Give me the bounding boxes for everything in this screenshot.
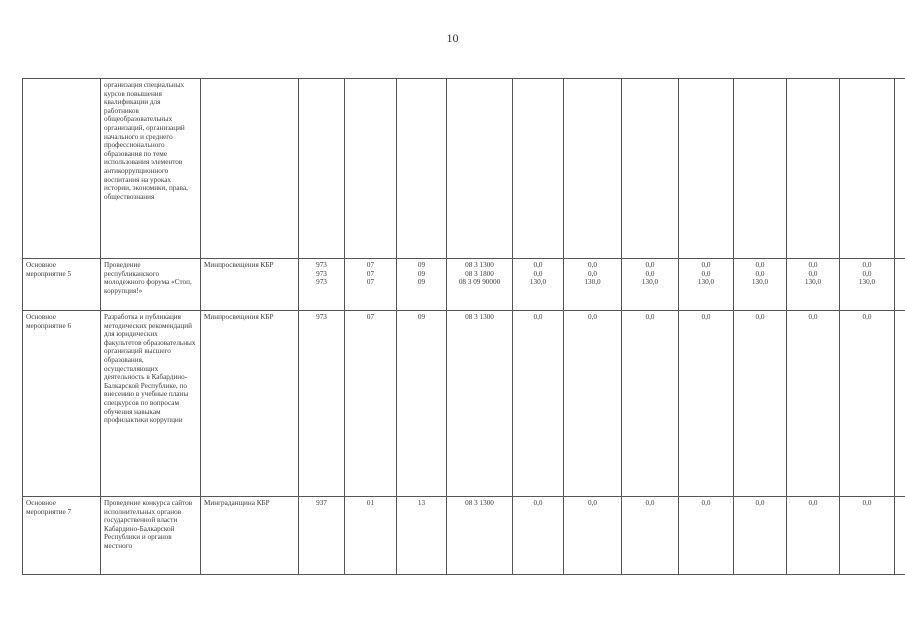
cell-value-line: 130,0 [751, 278, 769, 287]
cell-value-line: 130,0 [858, 278, 876, 287]
cell-value-line: 0,0 [533, 499, 543, 507]
value-cell [564, 311, 622, 497]
cell-value-line: 0,0 [808, 313, 818, 321]
cell-value-line [898, 278, 905, 287]
cell-value-line: 01 [366, 499, 375, 507]
pr-cell [397, 259, 447, 311]
value-cell [564, 79, 622, 259]
cell-value-line: 0,0 [588, 313, 597, 321]
cell-value-line: 0,0 [755, 313, 765, 321]
value-cell [513, 497, 564, 575]
cell-value-line: 0,0 [645, 499, 655, 507]
value-cell [679, 79, 734, 259]
csr-cell [447, 311, 513, 497]
rz-cell [345, 259, 397, 311]
value-cell [622, 497, 679, 575]
cell-value-line: 0,0 [862, 269, 872, 278]
cell-value-line: 0,0 [755, 261, 765, 269]
cell-value-line: 0,0 [588, 261, 597, 269]
cell-value-line: 0,0 [808, 269, 818, 278]
value-cell [734, 79, 787, 259]
measure-description-cell: Проведение республиканского молодежного форума «Стоп, коррупция!» [101, 259, 201, 311]
cell-value-line: 130,0 [804, 278, 822, 287]
value-cell [622, 259, 679, 311]
cell-value-line: 973 [316, 261, 327, 269]
executor-cell: Минграданщина КБР [201, 497, 299, 575]
cell-value-line: 130,0 [584, 278, 601, 287]
value-cell [787, 79, 840, 259]
cell-value-line: 0,0 [645, 261, 655, 269]
cell-value-line: 0,0 [533, 269, 543, 278]
value-cell [734, 497, 787, 575]
value-cell [622, 311, 679, 497]
value-cell [840, 497, 895, 575]
cell-value-line: 130,0 [697, 278, 715, 287]
grbs-cell [299, 311, 345, 497]
cell-value-line: 0,0 [862, 313, 872, 321]
cell-value-line: 130,0 [641, 278, 659, 287]
value-cell [513, 79, 564, 259]
cell-value-line: 08 3 09 90000 [458, 278, 501, 287]
cell-value-line: 0,0 [862, 499, 872, 507]
cell-value-line: 09 [417, 313, 426, 321]
table-row [23, 311, 905, 497]
value-cell [564, 259, 622, 311]
cell-value-line: 130,0 [529, 278, 547, 287]
value-cell [840, 311, 895, 497]
cell-value-line: 0,0 [701, 261, 711, 269]
cell-value-line: 07 [366, 269, 375, 278]
cell-value-line: 09 [417, 269, 426, 278]
value-cell [734, 259, 787, 311]
value-cell [679, 497, 734, 575]
rz-cell [345, 497, 397, 575]
cell-value-line: 973 [316, 278, 327, 287]
value-cell [840, 259, 895, 311]
cell-value-line: 13 [417, 499, 426, 507]
cell-value-line: 08 3 1300 [465, 313, 494, 321]
cell-value-line: 0,0 [533, 261, 543, 269]
rz-cell [345, 79, 397, 259]
value-cell [787, 497, 840, 575]
cell-value-line: 0,0 [701, 269, 711, 278]
cell-value-line: 0,0 [862, 261, 872, 269]
cell-value-line: 08 3 1300 [465, 261, 494, 269]
cell-value-line [898, 270, 905, 279]
cell-value-line: 08 3 1300 [465, 499, 494, 507]
csr-cell [447, 259, 513, 311]
value-cell [734, 311, 787, 497]
cell-value-line: 0,0 [533, 313, 543, 321]
cell-value-line: 937 [316, 499, 327, 507]
rz-cell [345, 311, 397, 497]
cell-value-line: 0,0 [808, 261, 818, 269]
value-cell [787, 259, 840, 311]
cell-value-line [898, 261, 905, 270]
cell-value-line: 0,0 [645, 313, 655, 321]
cell-value-line: 0,0 [755, 269, 765, 278]
cell-value-line: 07 [366, 278, 375, 287]
cell-value-line: 0,0 [701, 313, 711, 321]
cell-value-line: 07 [366, 313, 375, 321]
value-cell [895, 311, 905, 497]
value-cell [564, 497, 622, 575]
pr-cell [397, 311, 447, 497]
cell-value-line: 0,0 [755, 499, 765, 507]
value-cell [622, 79, 679, 259]
cell-value-line: 09 [417, 278, 426, 287]
cell-value-line: 973 [316, 313, 327, 321]
table-row [23, 259, 905, 311]
table-row [23, 79, 905, 259]
value-cell [787, 311, 840, 497]
csr-cell [447, 79, 513, 259]
page-number: 10 [446, 31, 459, 45]
executor-cell [201, 79, 299, 259]
value-cell [840, 79, 895, 259]
csr-cell [447, 497, 513, 575]
value-cell [679, 259, 734, 311]
measure-name-cell: Основное мероприятие 7 [23, 497, 101, 575]
measure-name-cell: Основное мероприятие 6 [23, 311, 101, 497]
cell-value-line: 0,0 [701, 499, 711, 507]
value-cell [513, 259, 564, 311]
measure-name-cell [23, 79, 101, 259]
executor-cell: Минпросвещения КБР [201, 311, 299, 497]
budget-table [22, 78, 905, 575]
cell-value-line: 0,0 [645, 269, 655, 278]
cell-value-line [898, 499, 905, 508]
cell-value-line: 0,0 [588, 269, 597, 278]
measure-name-cell: Основное мероприятие 5 [23, 259, 101, 311]
measure-description-cell: организация специальных курсов повышения квалификации для работников общеобразовательных организаций, организаций начального и среднего профессионального образования по теме использования элементов антикоррупционного воспитания на уроках истории, экономики, права, обществознания [101, 79, 201, 259]
cell-value-line: 07 [366, 261, 375, 269]
value-cell [513, 311, 564, 497]
measure-description-cell: Проведение конкурса сайтов исполнительных органов государственной власти Кабардино-Балкарской Республики и органов местного [101, 497, 201, 575]
pr-cell [397, 79, 447, 259]
table-row [23, 497, 905, 575]
value-cell [895, 497, 905, 575]
value-cell [895, 79, 905, 259]
cell-value-line [898, 313, 905, 322]
cell-value-line: 08 3 1800 [465, 269, 494, 278]
value-cell [679, 311, 734, 497]
executor-cell: Минпросвещения КБР [201, 259, 299, 311]
cell-value-line: 09 [417, 261, 426, 269]
grbs-cell [299, 79, 345, 259]
pr-cell [397, 497, 447, 575]
cell-value-line: 0,0 [808, 499, 818, 507]
cell-value-line: 973 [316, 269, 327, 278]
value-cell [895, 259, 905, 311]
cell-value-line: 0,0 [588, 499, 597, 507]
grbs-cell [299, 497, 345, 575]
measure-description-cell: Разработка и публикация методических рекомендаций для юридических факультетов образовательных организаций высшего образования, осуществляющих деятельность в Кабардино-Балкарской Республике, по внесению в учебные планы спецкурсов по вопросам обучения навыкам профилактики коррупции [101, 311, 201, 497]
grbs-cell [299, 259, 345, 311]
